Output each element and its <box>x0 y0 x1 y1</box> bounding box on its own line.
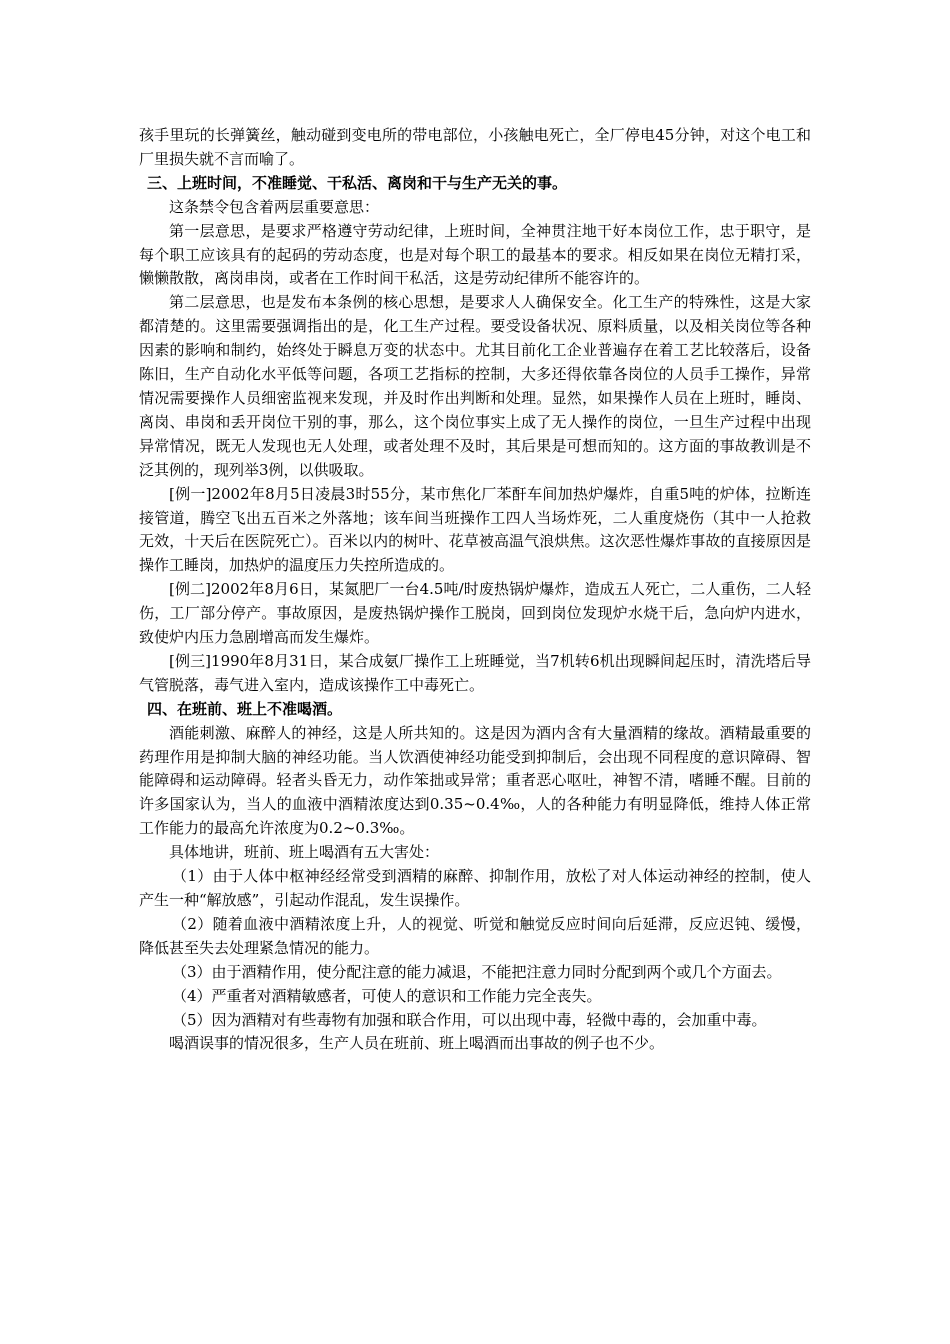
section-3-paragraph-2: 第一层意思，是要求严格遵守劳动纪律，上班时间，全神贯注地干好本岗位工作，忠于职守，是每个职工应该具有的起码的劳动态度，也是对每个职工的最基本的要求。相反如果在岗位无精打采，懒懒散散，离岗串岗，或者在工作时间干私活，这是劳动纪律所不能容许的。 <box>139 221 811 288</box>
section-3-heading: 三、上班时间，不准睡觉、干私活、离岗和干与生产无关的事。 <box>147 173 568 192</box>
intro-paragraph: 孩手里玩的长弹簧丝，触动碰到变电所的带电部位，小孩触电死亡，全厂停电45分钟，对这个电工和厂里损失就不言而喻了。 <box>139 126 811 168</box>
section-3-paragraph-3: 第二层意思，也是发布本条例的核心思想，是要求人人确保安全。化工生产的特殊性，这是大家都清楚的。这里需要强调指出的是，化工生产过程。要受设备状况、原料质量，以及相关岗位等各种因素的影响和制约，始终处于瞬息万变的状态中。尤其目前化工企业普遍存在着工艺比较落后，设备陈旧，生产自动化水平低等问题，各项工艺指标的控制，大多还得依靠各岗位的人员手工操作，异常情况需要操作人员细密监视来发现，并及时作出判断和处理。显然，如果操作人员在上班时，睡岗、离岗、串岗和丢开岗位干别的事，那么，这个岗位事实上成了无人操作的岗位，一旦生产过程中出现异常情况，既无人发现也无人处理，或者处理不及时，其后果是可想而知的。这方面的事故教训是不泛其例的，现列举3例，以供吸取。 <box>139 293 811 479</box>
section-4-heading: 四、在班前、班上不准喝酒。 <box>147 699 343 718</box>
section-4-paragraph-1: 酒能刺激、麻醉人的神经，这是人所共知的。这是因为酒内含有大量酒精的缘故。酒精最重要的药理作用是抑制大脑的神经功能。当人饮酒使神经功能受到抑制后，会出现不同程度的意识障碍、智能障碍和运动障碍。轻者头昏无力，动作笨拙或异常；重者恶心呕吐，神智不清，嗜睡不醒。目前的许多国家认为，当人的血液中酒精浓度达到0.35~0.4‰，人的各种能力有明显降低，维持人体正常工作能力的最高允许浓度为0.2~0.3‰。 <box>139 723 811 838</box>
harm-item-5: （5）因为酒精对有些毒物有加强和联合作用，可以出现中毒，轻微中毒的，会加重中毒。 <box>172 1010 767 1029</box>
harm-item-4: （4）严重者对酒精敏感者，可使人的意识和工作能力完全丧失。 <box>172 986 602 1005</box>
harm-item-2: （2）随着血液中酒精浓度上升，人的视觉、听觉和触觉反应时间向后延滞，反应迟钝、缓慢，降低甚至失去处理紧急情况的能力。 <box>139 914 811 957</box>
example-3-paragraph: [例三]1990年8月31日，某合成氨厂操作工上班睡觉，当7机转6机出现瞬间起压时，清洗塔后导气管脱落，毒气进入室内，造成该操作工中毒死亡。 <box>139 651 811 694</box>
harm-item-3: （3）由于酒精作用，使分配注意的能力减退，不能把注意力同时分配到两个或几个方面去。 <box>172 962 782 981</box>
document-page <box>139 124 811 1056</box>
example-1-paragraph: [例一]2002年8月5日凌晨3时55分，某市焦化厂苯酐车间加热炉爆炸，自重5吨的炉体，拉断连接管道，腾空飞出五百米之外落地；该车间当班操作工四人当场炸死，二人重度烧伤（其中一人抢救无效，十天后在医院死亡）。百米以内的树叶、花草被高温气浪烘焦。这次恶性爆炸事故的直接原因是操作工睡岗，加热炉的温度压力失控所造成的。 <box>139 484 811 575</box>
harm-item-1: （1）由于人体中枢神经经常受到酒精的麻醉、抑制作用，放松了对人体运动神经的控制，使人产生一种“解放感”，引起动作混乱，发生误操作。 <box>139 867 811 909</box>
section-4-paragraph-2: 具体地讲，班前、班上喝酒有五大害处： <box>169 843 440 862</box>
section-3-paragraph-1: 这条禁令包含着两层重要意思： <box>169 197 380 216</box>
section-4-closing-paragraph: 喝酒误事的情况很多，生产人员在班前、班上喝酒而出事故的例子也不少。 <box>169 1034 665 1053</box>
example-2-paragraph: [例二]2002年8月6日，某氮肥厂一台4.5吨/时废热锅炉爆炸，造成五人死亡，二人重伤，二人轻伤，工厂部分停产。事故原因，是废热锅炉操作工脱岗，回到岗位发现炉水烧干后，急向炉内进水，致使炉内压力急剧增高而发生爆炸。 <box>139 580 811 647</box>
